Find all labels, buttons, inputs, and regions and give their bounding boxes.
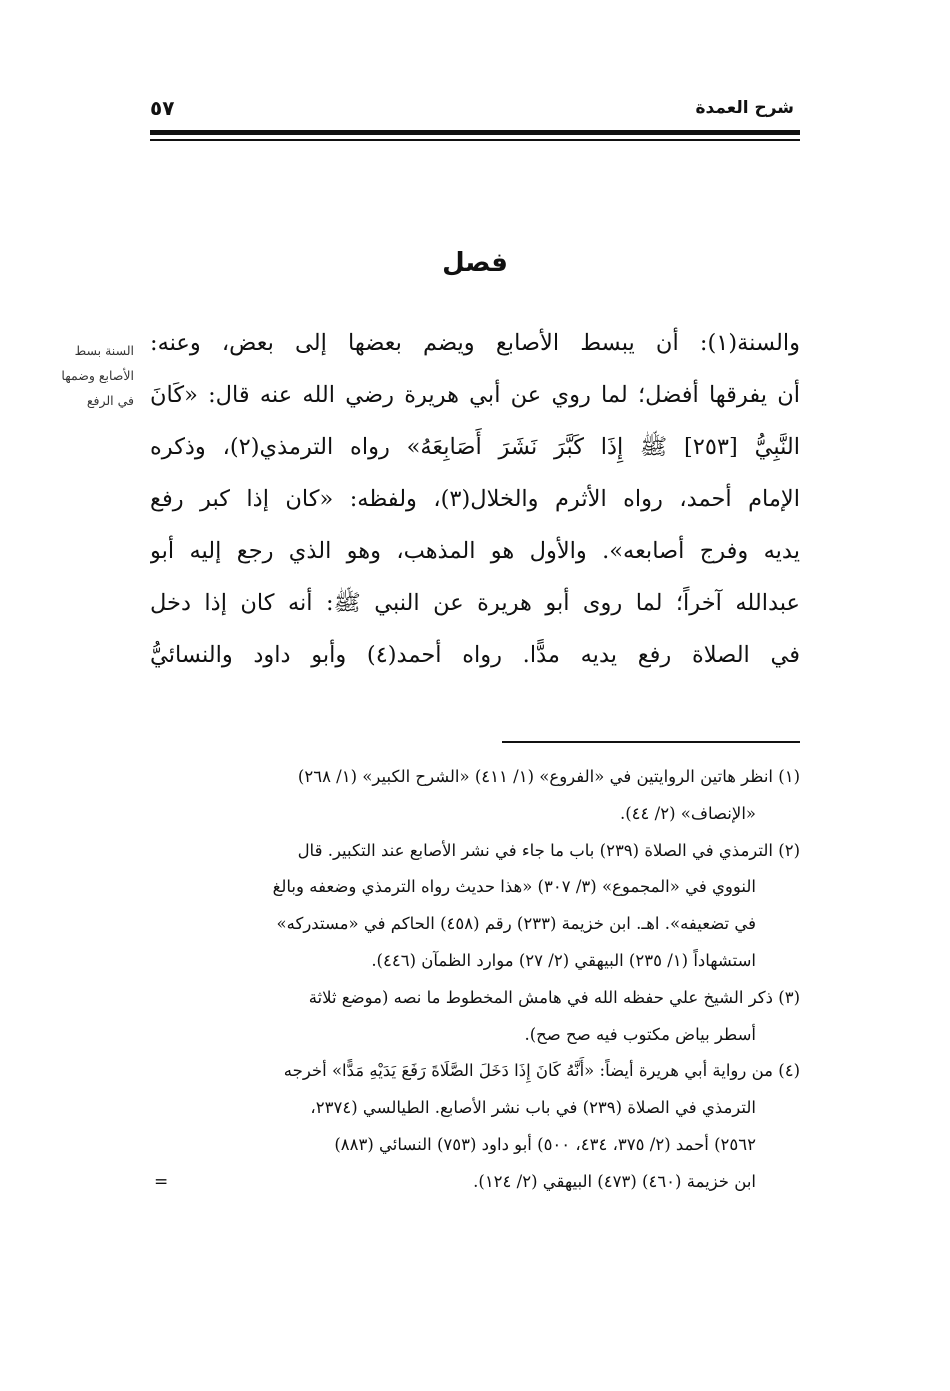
text-line: أن يفرقها أفضل؛ لما روي عن أبي هريرة رضي الله عنه قال: «كَانَ [150, 382, 800, 408]
footnote-line: استشهاداً (١/ ٢٣٥) البيهقي (٢/ ٢٧) موارد الظمآن (٤٤٦). [371, 950, 756, 970]
footnote-4 [150, 1053, 800, 1200]
footnote-line: ٢٥٦٢) أحمد (٢/ ٣٧٥، ٤٣٤، ٥٠٠) أبو داود (٧٥٣) النسائي (٨٨٣) [334, 1134, 756, 1154]
footnote-line: أسطر بياض مكتوب فيه صح صح). [524, 1024, 756, 1044]
footnote-line: «الإنصاف» (٢/ ٤٤). [619, 803, 756, 823]
footnote-line-last [150, 1164, 800, 1201]
footnote-line: (٢) الترمذي في الصلاة (٢٣٩) باب ما جاء في نشر الأصابع عند التكبير. قال [297, 840, 800, 860]
header-rule-thin [150, 139, 800, 141]
main-text [150, 317, 800, 681]
footnote-line: في تضعيفه». اهـ. ابن خزيمة (٢٣٣) رقم (٤٥٨) الحاكم في «مستدركه» [276, 914, 756, 934]
margin-note-line: في الرفع [86, 393, 134, 408]
continuation-mark: = [154, 1171, 169, 1192]
text-line: عبدالله آخراً؛ لما روى أبو هريرة عن النبي ﷺ: أنه كان إذا دخل [150, 590, 800, 616]
margin-note-line: السنة بسط [74, 343, 134, 358]
text-line: النَّبِيُّ [٢٥٣] ﷺ إِذَا كَبَّرَ نَشَرَ أَصَابِعَهُ» رواه الترمذي(٢)، وذكره [150, 434, 800, 460]
footnote-line: ابن خزيمة (٤٦٠) (٤٧٣) البيهقي (٢/ ١٢٤). [473, 1171, 756, 1191]
footnote-line: (٤) من رواية أبي هريرة أيضاً: «أَنَّهُ كَانَ إِذَا دَخَلَ الصَّلَاةَ رَفَعَ يَدَيْهِ مَدًّا» أخرجه [283, 1061, 800, 1081]
footnote-3 [150, 980, 800, 1054]
footnote-separator [502, 741, 800, 743]
section-heading: فصل [442, 248, 508, 278]
footnote-1 [150, 759, 800, 833]
footnote-2 [150, 833, 800, 980]
footnote-line: الترمذي في الصلاة (٢٣٩) في باب نشر الأصابع. الطيالسي (٢٣٧٤، [310, 1098, 756, 1118]
header-rule-thick [150, 130, 800, 135]
footnote-line: النووي في «المجموع» (٣/ ٣٠٧) «هذا حديث رواه الترمذي وضعفه وبالغ [272, 877, 756, 897]
book-title: شرح العمدة [695, 98, 794, 118]
running-head [150, 98, 800, 126]
margin-note-line: الأصابع وضمها [61, 368, 134, 383]
text-line: في الصلاة رفع يديه مدًّا. رواه أحمد(٤) وأبو داود والنسائيُّ [150, 642, 800, 668]
footnote-line: (١) انظر هاتين الروايتين في «الفروع» (١/ ٤١١) «الشرح الكبير» (١/ ٢٦٨) [297, 767, 800, 786]
text-line: والسنة(١): أن يبسط الأصابع ويضم بعضها إلى بعض، وعنه: [150, 330, 800, 356]
margin-note [18, 338, 134, 413]
text-line: يديه وفرج أصابعه». والأول هو المذهب، وهو الذي رجع إليه أبو [150, 538, 800, 564]
footnotes [150, 759, 800, 1201]
footnote-line: (٣) ذكر الشيخ علي حفظه الله في هامش المخطوط ما نصه (موضع ثلاثة [308, 987, 800, 1007]
text-line: الإمام أحمد، رواه الأثرم والخلال(٣)، ولفظه: «كان إذا كبر رفع [150, 486, 800, 512]
page-number: ٥٧ [150, 96, 175, 120]
